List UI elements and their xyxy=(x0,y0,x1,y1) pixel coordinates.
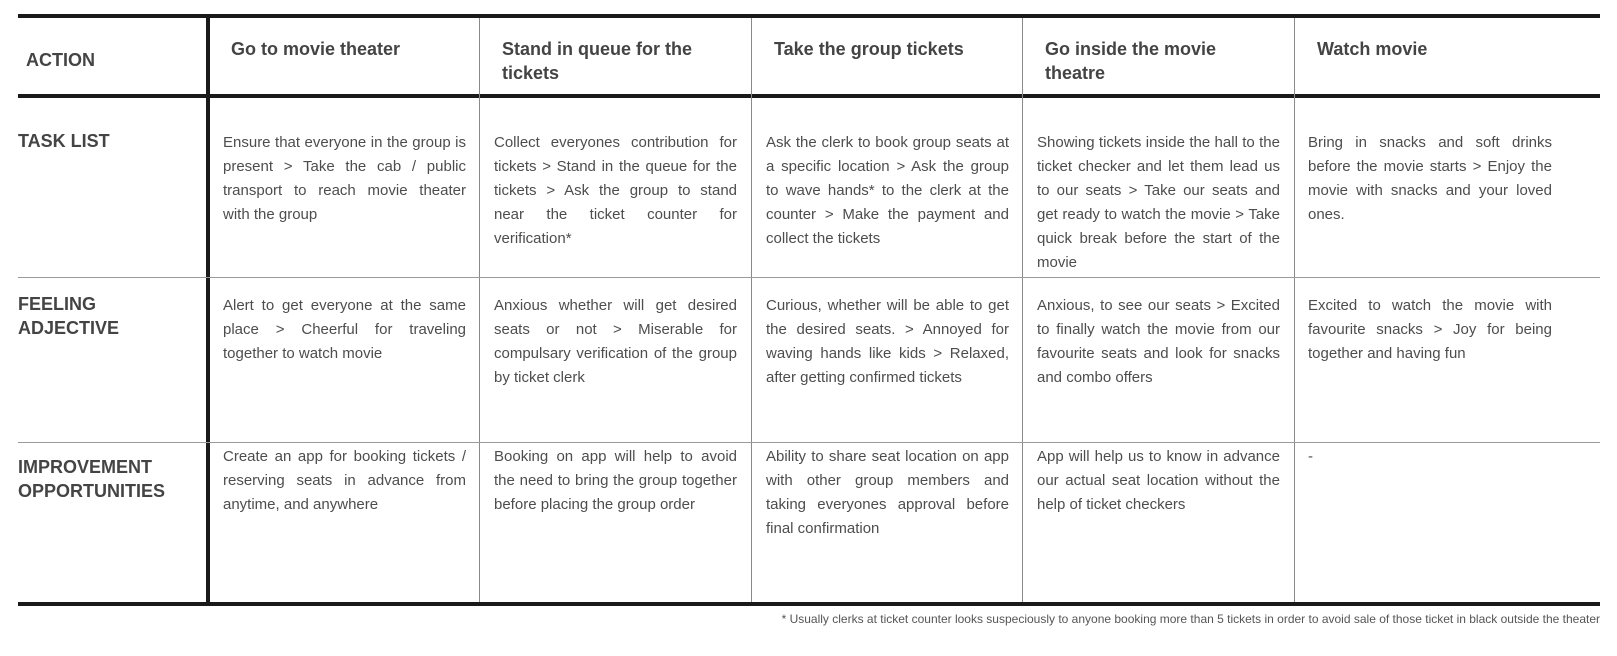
top-rule xyxy=(18,14,1600,18)
feeling-cell: Anxious whether will get desired seats or not > Miserable for compulsary verification of the group by ticket clerk xyxy=(494,297,737,386)
stage-header-5: Watch movie xyxy=(1317,39,1428,59)
row-divider xyxy=(18,442,1600,443)
improvement-cell: - xyxy=(1308,448,1313,465)
improvement-cell: Booking on app will help to avoid the need to bring the group together before placing the group order xyxy=(494,448,737,513)
stage-header-2: Stand in queue for the tickets xyxy=(502,39,693,83)
improvement-cell: App will help us to know in advance our actual seat location without the help of ticket checkers xyxy=(1037,448,1280,513)
improvement-cell: Create an app for booking tickets / reserving seats in advance from anytime, and anywhere xyxy=(223,448,466,513)
column-divider xyxy=(1022,18,1023,602)
bottom-rule xyxy=(18,602,1600,606)
stage-header-1: Go to movie theater xyxy=(231,39,401,59)
task-cell: Ensure that everyone in the group is present > Take the cab / public transport to reach movie theater with the group xyxy=(223,134,466,223)
row-label-line: OPPORTUNITIES xyxy=(18,481,166,501)
row-label-line: ADJECTIVE xyxy=(18,318,120,338)
customer-journey-table xyxy=(18,14,1600,606)
row-label-line: IMPROVEMENT xyxy=(18,457,153,477)
task-cell: Bring in snacks and soft drinks before the movie starts > Enjoy the movie with snacks and your loved ones. xyxy=(1308,134,1552,223)
label-column-rule xyxy=(206,14,210,606)
task-cell: Collect everyones contribution for tickets > Stand in the queue for the tickets > Ask the group to stand near the ticket counter for verification* xyxy=(494,134,737,247)
feeling-cell: Alert to get everyone at the same place > Cheerful for traveling together to watch movie xyxy=(223,297,466,362)
footnote: * Usually clerks at ticket counter looks suspeciously to anyone booking more than 5 tickets in order to avoid sale of those ticket in black outside the theater xyxy=(781,612,1600,626)
feeling-cell: Excited to watch the movie with favourite snacks > Joy for being together and having fun xyxy=(1308,297,1552,362)
feeling-cell: Curious, whether will be able to get the desired seats. > Annoyed for waving hands like kids > Relaxed, after getting confirmed tickets xyxy=(766,297,1009,386)
row-label-task-list: TASK LIST xyxy=(18,131,110,151)
task-cell: Showing tickets inside the hall to the ticket checker and let them lead us to our seats > Take our seats and get ready to watch the movie > Take quick break before the start of the movie xyxy=(1037,134,1280,271)
row-divider xyxy=(18,277,1600,278)
column-divider xyxy=(479,18,480,602)
row-label-improvement-opportunities xyxy=(18,455,198,503)
column-divider xyxy=(751,18,752,602)
feeling-cell: Anxious, to see our seats > Excited to finally watch the movie from our favourite seats and look for snacks and combo offers xyxy=(1037,297,1280,386)
row-label-feeling-adjective xyxy=(18,292,198,340)
stage-header-3: Take the group tickets xyxy=(774,39,964,59)
action-header: ACTION xyxy=(26,50,95,70)
column-divider xyxy=(1294,18,1295,602)
header-rule xyxy=(18,94,1600,98)
task-cell: Ask the clerk to book group seats at a specific location > Ask the group to wave hands* to the clerk at the counter > Make the payment and collect the tickets xyxy=(766,134,1009,247)
stage-header-4: Go inside the movie theatre xyxy=(1045,39,1217,83)
row-label-line: FEELING xyxy=(18,294,97,314)
improvement-cell: Ability to share seat location on app with other group members and taking everyones approval before final confirmation xyxy=(766,448,1009,537)
